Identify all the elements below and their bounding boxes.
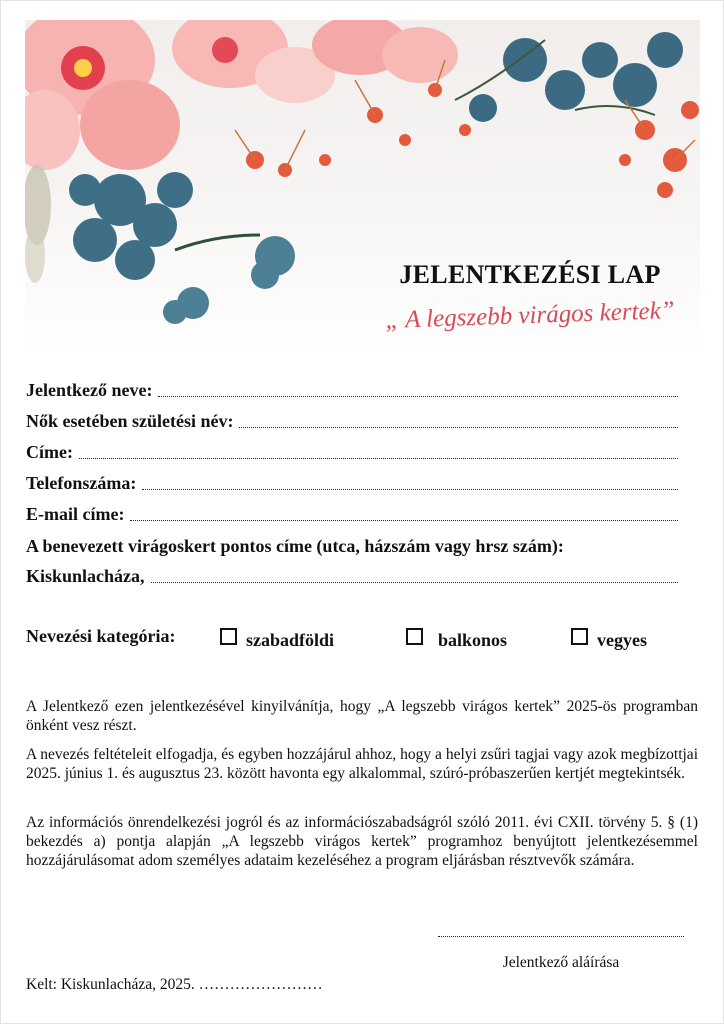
form-title: JELENTKEZÉSI LAP [399,260,661,289]
field-label: Jelentkező neve: [26,380,153,400]
option-label: vegyes [597,630,647,650]
hydrangea-cluster [69,172,193,280]
field-address [26,442,678,463]
field-applicant-name [26,380,678,401]
orchid-center [74,59,92,77]
category-option-vegyes[interactable] [571,622,647,651]
field-label: E-mail címe: [26,504,125,524]
orchid-petal [382,27,458,83]
field-birth-name [26,411,678,432]
garden-address-question: A benevezett virágoskert pontos címe (utca, házszám vagy hrsz szám): [26,536,564,556]
checkbox[interactable] [406,628,423,645]
option-label: balkonos [438,630,508,650]
fill-in-line[interactable] [239,415,678,428]
field-label: Kiskunlacháza, [26,566,145,586]
form-subtitle: „ A legszebb virágos kertek” [384,296,676,335]
field-garden-address [26,566,678,587]
checkbox[interactable] [220,628,237,645]
fill-in-line[interactable] [142,477,678,490]
date-line: Kelt: Kiskunlacháza, 2025. …………………… [26,976,323,993]
field-label: Nők esetében születési név: [26,411,234,431]
category-option-balkonos[interactable] [406,622,507,651]
signature-line[interactable] [438,924,684,937]
field-phone [26,473,678,494]
hydrangea-cluster [469,32,683,122]
fill-in-line[interactable] [151,570,678,583]
orchid-center [212,37,238,63]
hydrangea-cluster [163,236,295,324]
signature-label: Jelentkező aláírása [502,954,620,971]
field-label: Telefonszáma: [26,473,137,493]
checkbox[interactable] [571,628,588,645]
orchid-petal [80,80,180,170]
field-label: Címe: [26,442,73,462]
option-label: szabadföldi [246,630,335,650]
category-selection [26,622,686,652]
fill-in-line[interactable] [130,508,678,521]
floral-banner [25,20,700,358]
consent-paragraph: A nevezés feltételeit elfogadja, és egyben hozzájárul ahhoz, hogy a helyi zsűri tagjai vagy azok megbízottjai 2025. június 1. és augusztus 23. között havonta egy alkalommal, szúró-próbaszerűen kertjét megtekintsék. [26,746,698,782]
field-email [26,504,678,525]
fill-in-line[interactable] [158,384,678,397]
data-protection-paragraph: Az információs önrendelkezési jogról és az információszabadságról szóló 2011. évi CXII. törvény 5. § (1) bekezdés a) pontja alapján „A legszebb virágos kertek” programhoz benyújtott jelentkezésemmel hozzájárulásomat adom személyes adataim kezeléséhez a program eljárásban résztvevők számára. [26,814,698,869]
category-option-szabadfoldi[interactable] [220,622,334,651]
fill-in-line[interactable] [79,446,678,459]
category-label: Nevezési kategória: [26,626,176,646]
declaration-paragraph: A Jelentkező ezen jelentkezésével kinyilvánítja, hogy „A legszebb virágos kertek” 2025-ös programban önként vesz részt. [26,698,698,734]
